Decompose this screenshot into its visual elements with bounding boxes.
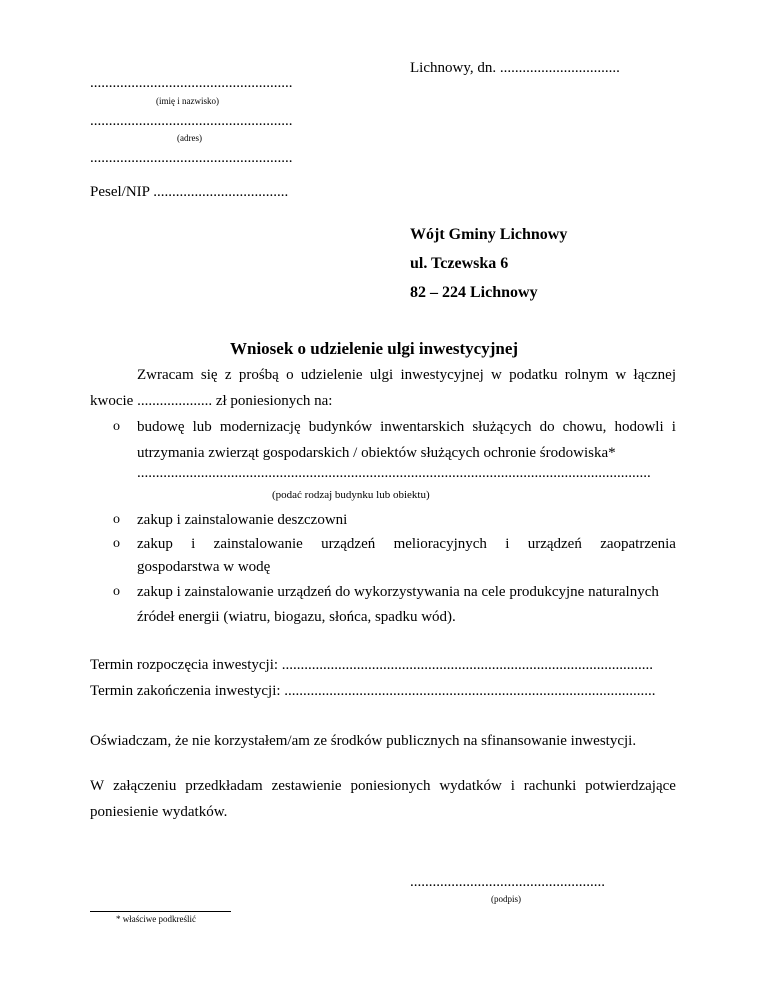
attachment-word: W (90, 778, 105, 794)
name-caption: (imię i nazwisko) (156, 96, 219, 106)
footnote-divider (90, 911, 231, 912)
attachment-word: zestawienie (271, 778, 342, 794)
attachment-word: wydatków (439, 778, 502, 794)
option-word: i (671, 419, 676, 435)
option-3-line-2: gospodarstwa w wodę (137, 559, 271, 575)
declaration: Oświadczam, że nie korzystałem/am ze środków publicznych na sfinansowanie inwestycji. (90, 733, 637, 749)
intro-word: łącznej (633, 367, 676, 383)
intro-word: z (224, 367, 232, 383)
option-word: budynków (308, 419, 373, 435)
intro-word: ulgi (369, 367, 394, 383)
option-word: do (539, 419, 555, 435)
option-word: modernizację (219, 419, 301, 435)
option-word: zainstalowanie (213, 536, 303, 552)
option-word: służących (472, 419, 532, 435)
option-word: urządzeń (527, 536, 582, 552)
option-2-line-1: zakup i zainstalowanie deszczowni (137, 512, 348, 528)
term-start: Termin rozpoczęcia inwestycji: ................................................................................................... (90, 657, 654, 673)
option-word: chowu, (562, 419, 607, 435)
attachment-word: poniesionych (350, 778, 431, 794)
attachment-word: rachunki (523, 778, 577, 794)
option-word: urządzeń (321, 536, 376, 552)
address-caption: (adres) (177, 133, 202, 143)
attachment-line-2: poniesienie wydatków. (90, 804, 228, 820)
signature-caption: (podpis) (491, 894, 521, 904)
option-3-line-1 (137, 536, 676, 553)
intro-word: Zwracam (137, 367, 194, 383)
intro-word: udzielenie (300, 367, 363, 383)
document-title: Wniosek o udzielenie ulgi inwestycyjnej (230, 339, 519, 358)
option-word: i (505, 536, 510, 552)
option-1-caption: (podać rodzaj budynku lub obiektu) (272, 489, 430, 501)
option-word: hodowli (614, 419, 664, 435)
attachment-word: i (510, 778, 515, 794)
intro-word: w (491, 367, 502, 383)
footnote: * właściwe podkreślić (116, 914, 196, 924)
option-4-line-2: źródeł energii (wiatru, biogazu, słońca, spadku wód). (137, 609, 456, 625)
attachment-word: przedkładam (185, 778, 263, 794)
intro-word: w (615, 367, 627, 383)
option-word: lub (192, 419, 212, 435)
recipient-line-3: 82 – 224 Lichnowy (410, 284, 538, 301)
bullet-marker: o (113, 584, 120, 599)
option-word: melioracyjnych (393, 536, 487, 552)
attachment-word: potwierdzające (585, 778, 676, 794)
address2-dots: ...................................................... (90, 150, 293, 166)
intro-line-2: kwocie .................... zł poniesionych na: (90, 393, 333, 409)
option-1-line-1 (137, 419, 676, 436)
recipient-line-1: Wójt Gminy Lichnowy (410, 226, 568, 243)
bullet-marker: o (113, 419, 120, 434)
bullet-marker: o (113, 536, 120, 551)
option-word: i (191, 536, 196, 552)
intro-line-1 (137, 367, 676, 384)
option-word: budowę (137, 419, 185, 435)
bullet-marker: o (113, 512, 120, 527)
option-4-line-1: zakup i zainstalowanie urządzeń do wykorzystywania na cele produkcyjne naturalnych (137, 584, 659, 600)
option-word: zaopatrzenia (600, 536, 676, 552)
intro-word: inwestycyjnej (400, 367, 484, 383)
pesel-nip: Pesel/NIP .................................... (90, 184, 289, 200)
option-word: inwentarskich (380, 419, 465, 435)
attachment-word: załączeniu (113, 778, 177, 794)
option-word: zakup (137, 536, 173, 552)
attachment-line-1 (90, 778, 676, 795)
intro-word: prośbą (238, 367, 279, 383)
signature-dots: .................................................... (410, 874, 605, 890)
intro-word: podatku (509, 367, 558, 383)
option-1-dots: ......................................................................................................................................... (137, 465, 651, 481)
intro-word: rolnym (564, 367, 609, 383)
recipient-line-2: ul. Tczewska 6 (410, 255, 509, 272)
term-end: Termin zakończenia inwestycji: ................................................................................................... (90, 683, 656, 699)
name-dots: ...................................................... (90, 75, 293, 91)
option-1-line-2: utrzymania zwierząt gospodarskich / obiektów służących ochronie środowiska* (137, 445, 616, 461)
place-date: Lichnowy, dn. ................................ (410, 60, 620, 76)
address-dots: ...................................................... (90, 113, 293, 129)
intro-word: o (286, 367, 294, 383)
intro-word: się (200, 367, 218, 383)
